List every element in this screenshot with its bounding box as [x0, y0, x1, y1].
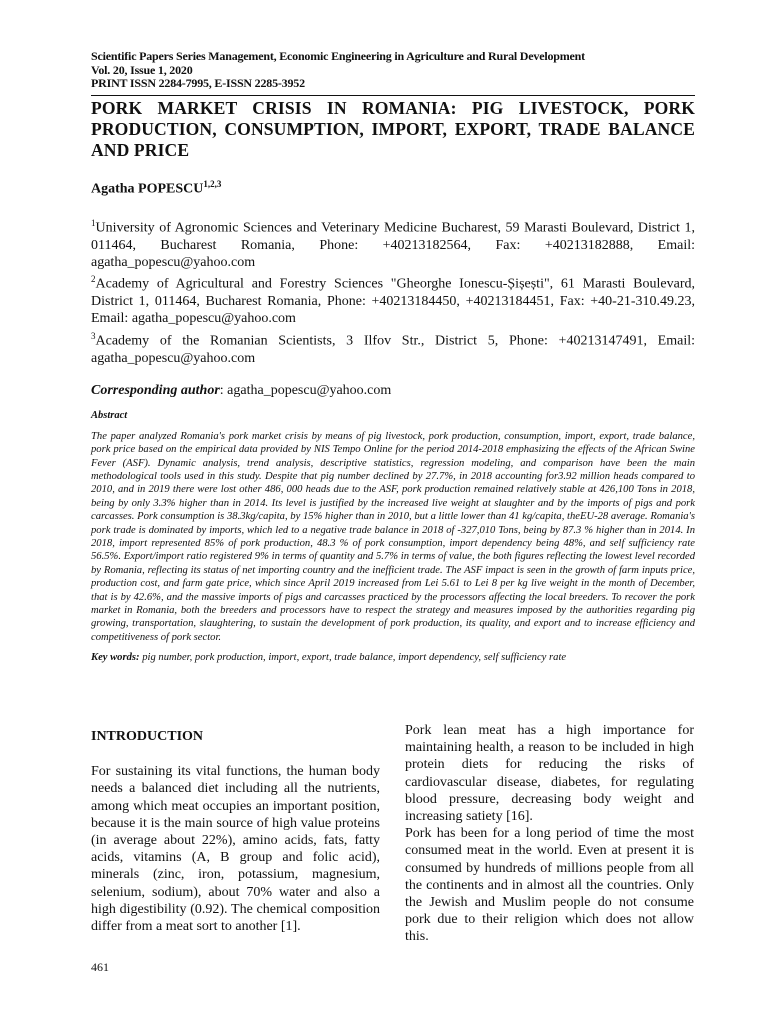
affiliation-text: Academy of Agricultural and Forestry Sciences "Gheorghe Ionescu-Șișești", 61 Marasti Boulevard, District 1, 011464, Bucharest Romania, Phone: +40213184450, +40213184451, Fax: +40-21-310.49.23, Email: agatha_popescu@yahoo.com [91, 277, 695, 327]
corresponding-author [91, 383, 695, 399]
intro-paragraph: Pork lean meat has a high importance for maintaining health, a reason to be included in high protein diets for reducing the risks of cardiovascular disease, diabetes, for regulating blood pressure, decreasing body weight and increasing satiety [16]. [405, 723, 694, 825]
affiliation-number: 3 [91, 330, 96, 341]
paper-page [91, 49, 695, 945]
affiliation-number: 2 [91, 274, 96, 285]
author-name: Agatha POPESCU [91, 181, 204, 197]
corresponding-email: : agatha_popescu@yahoo.com [219, 382, 392, 398]
author-affil-marks: 1,2,3 [203, 178, 222, 189]
corresponding-label: Corresponding author [91, 382, 220, 398]
page-number: 461 [91, 960, 109, 974]
intro-paragraph: Pork has been for a long period of time the most consumed meat in the world. Even at present it is consumed by hundreds of millions people from all the continents and in almost all the countries. Only the Jewish and Muslim people do not consume pork due to their religion which does not allow this. [405, 826, 694, 945]
affiliations [91, 215, 695, 367]
intro-paragraph: For sustaining its vital functions, the human body needs a balanced diet including all the nutrients, among which meat occupies an important position, because it is the main source of high value proteins (in average about 22%), amino acids, fats, fatty acids, vitamins (A, B group and folic acid), minerals (zinc, iron, potassium, magnesium, selenium, sodium), about 70% water and also a high digestibility (0.92). The chemical composition differ from a meat sort to another [1]. [91, 764, 380, 935]
affiliation-text: University of Agronomic Sciences and Veterinary Medicine Bucharest, 59 Marasti Boulevard, District 1, 011464, Bucharest Romania, Phone: +40213182564, Fax: +40213182888, Email: agatha_popescu@yahoo.com [91, 220, 695, 271]
journal-volume: Vol. 20, Issue 1, 2020 [91, 62, 193, 77]
author [91, 179, 695, 198]
keywords-colon: : [136, 652, 143, 664]
left-column [91, 722, 380, 935]
keywords [91, 652, 695, 663]
journal-issn: PRINT ISSN 2284-7995, E-ISSN 2285-3952 [91, 76, 305, 90]
affiliation-text: Academy of the Romanian Scientists, 3 Ilfov Str., District 5, Phone: +40213147491, Email: agatha_popescu@yahoo.com [91, 333, 695, 366]
affiliation-3 [91, 328, 695, 367]
affiliation-number: 1 [91, 218, 96, 229]
right-column [405, 722, 694, 946]
journal-header [91, 50, 695, 91]
header-rule [91, 95, 695, 96]
abstract-text: The paper analyzed Romania's pork market crisis by means of pig livestock, pork production, consumption, import, export, trade balance, pork price based on the empirical data provided by NIS Tempo Online for the period 2014-2018 emphasizing the effects of the African Swine Fever (ASF). Dynamic analysis, trend analysis, descriptive statistics, regression modeling, and comparison have been the main methodological tools used in this study. Despite that pig number declined by 27.7%, in 2018 accounting for3.92 million heads compared to 2010, and in 2019 there were lost other 486, 000 heads due to the ASF, pork production remained relatively stable at 426,100 Tons in 2018, being by only 3.3% higher than in 2014. Its level is justified by the increased live weight at slaughter and by the imports of pigs and pork carcasses. Pork consumption is 38.3kg/capita, by 15% higher than in 2010, but a little lower than 41 kg/capita, theEU-28 average. Romania's pork trade is dominated by imports, which led to a negative trade balance in 2018 of -327,010 Tons, being by 87.3 % higher than in 2014. In 2018, import represented 85% of pork production, 48.3 % of pork consumption, import dependency being 48%, and self sufficiency rate 56.5%. Export/import ratio registered 9% in terms of quantity and 5.7% in terms of value, the both figures reflecting the lowest level recorded by Romania, reflecting its status of net importing country and the inefficient trade. The ASF impact is seen in the growth of farm inputs price, production cost, and farm gate price, which since April 2019 increased from Lei 5.61 to Lei 8 per kg live weight in the month of December, that is by 42.6%, and the massive imports of pigs and carcasses practiced by the processors affecting the local breeders. To recover the pork market in Romania, both the breeders and processors have to respect the strategy and measures imposed by the authorities regarding pig growing, transportation, slaughtering, to sustain the development of pork production, its quality, and export and to increase efficiency and competitiveness of pork sector. [91, 430, 695, 643]
affiliation-1 [91, 215, 695, 271]
abstract-heading: Abstract [91, 409, 128, 421]
section-heading-introduction: INTRODUCTION [91, 729, 204, 744]
affiliation-2 [91, 271, 695, 327]
paper-title: PORK MARKET CRISIS IN ROMANIA: PIG LIVESTOCK, PORK PRODUCTION, CONSUMPTION, IMPORT, EXPORT, TRADE BALANCE AND PRICE [91, 97, 695, 160]
body-columns [91, 722, 695, 982]
keywords-label: Key words [91, 652, 137, 664]
journal-name: Scientific Papers Series Management, Economic Engineering in Agriculture and Rural Development [91, 49, 585, 63]
keywords-text: pig number, pork production, import, export, trade balance, import dependency, self sufficiency rate [142, 652, 567, 664]
